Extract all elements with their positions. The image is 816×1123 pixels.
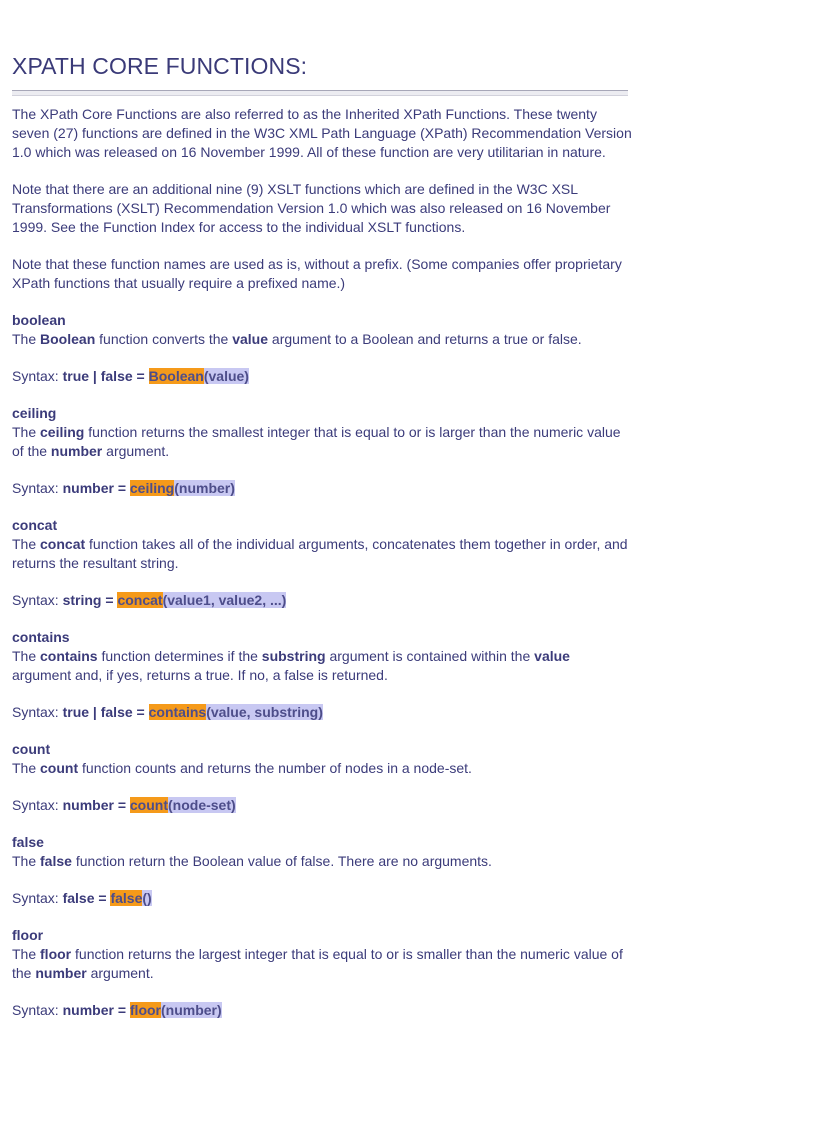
- description-text: function return the Boolean value of false. There are no arguments.: [71, 853, 492, 869]
- syntax-return: number =: [62, 1002, 126, 1018]
- syntax-return: false =: [62, 890, 107, 906]
- function-syntax: [12, 889, 632, 908]
- description-keyword: Boolean: [40, 331, 96, 347]
- function-name: ceiling: [12, 405, 57, 421]
- syntax-label: Syntax:: [12, 890, 59, 906]
- function-entry-false: [12, 833, 632, 908]
- description-text: argument.: [102, 443, 170, 459]
- syntax-label: Syntax:: [12, 480, 59, 496]
- syntax-arguments: (value): [203, 368, 249, 384]
- description-text: argument to a Boolean and returns a true or false.: [268, 331, 582, 347]
- description-text: The: [12, 424, 41, 440]
- syntax-label: Syntax:: [12, 368, 59, 384]
- syntax-function-name: false: [110, 890, 143, 906]
- function-entry-ceiling: [12, 404, 632, 498]
- function-name: boolean: [12, 312, 66, 328]
- function-description: [12, 852, 632, 871]
- syntax-return: string =: [62, 592, 114, 608]
- syntax-arguments: (number): [161, 1002, 222, 1018]
- intro-paragraph: Note that these function names are used as is, without a prefix. (Some companies offer proprietary XPath functions that usually require a prefixed name.): [12, 256, 622, 291]
- description-keyword: false: [40, 853, 72, 869]
- description-text: function counts and returns the number of nodes in a node-set.: [78, 760, 472, 776]
- description-text: function returns the smallest integer that is equal to or is larger than the numeric value of the: [12, 424, 621, 459]
- description-keyword: number: [35, 965, 87, 981]
- description-text: function determines if the: [97, 648, 262, 664]
- description-text: function takes all of the individual arguments, concatenates them together in order, and returns the resultant string.: [12, 536, 628, 571]
- syntax-function-name: count: [129, 797, 168, 813]
- function-name: count: [12, 741, 51, 757]
- description-text: argument.: [86, 965, 154, 981]
- function-description: [12, 945, 632, 983]
- syntax-label: Syntax:: [12, 1002, 59, 1018]
- syntax-label: Syntax:: [12, 704, 59, 720]
- syntax-label: Syntax:: [12, 797, 59, 813]
- description-text: The: [12, 946, 41, 962]
- function-name: concat: [12, 517, 58, 533]
- syntax-arguments: (value1, value2, ...): [162, 592, 287, 608]
- function-entry-floor: [12, 926, 632, 1020]
- description-keyword: concat: [40, 536, 86, 552]
- function-syntax: [12, 703, 632, 722]
- description-keyword: ceiling: [40, 424, 85, 440]
- description-text: The: [12, 331, 41, 347]
- description-text: The: [12, 853, 41, 869]
- syntax-arguments: (node-set): [168, 797, 236, 813]
- page-title: XPATH CORE FUNCTIONS:: [12, 53, 308, 79]
- description-keyword: substring: [261, 648, 326, 664]
- syntax-function-name: concat: [117, 592, 163, 608]
- syntax-arguments: (number): [174, 480, 235, 496]
- description-text: The: [12, 536, 41, 552]
- function-description: [12, 759, 632, 778]
- function-name: contains: [12, 629, 70, 645]
- function-syntax: [12, 1001, 632, 1020]
- function-syntax: [12, 479, 632, 498]
- horizontal-rule: [12, 90, 628, 96]
- function-description: [12, 647, 632, 685]
- function-entry-boolean: [12, 311, 632, 386]
- syntax-function-name: Boolean: [148, 368, 204, 384]
- description-keyword: value: [232, 331, 269, 347]
- syntax-label: Syntax:: [12, 592, 59, 608]
- description-text: The: [12, 760, 41, 776]
- function-syntax: [12, 591, 632, 610]
- syntax-return: number =: [62, 480, 126, 496]
- intro-paragraph: The XPath Core Functions are also referred to as the Inherited XPath Functions. These twenty seven (27) functions are defined in the W3C XML Path Language (XPath) Recommendation Version 1.0 which was released on 16 November 1999. All of these function are very utilitarian in nature.: [12, 106, 632, 160]
- function-entry-concat: [12, 516, 632, 610]
- description-text: function returns the largest integer that is equal to or is smaller than the numeric value of the: [12, 946, 623, 981]
- function-syntax: [12, 796, 632, 815]
- description-text: argument is contained within the: [325, 648, 535, 664]
- function-syntax: [12, 367, 632, 386]
- function-description: [12, 423, 632, 461]
- description-keyword: number: [50, 443, 103, 459]
- description-keyword: value: [534, 648, 570, 664]
- syntax-function-name: ceiling: [129, 480, 175, 496]
- function-name: floor: [12, 927, 44, 943]
- syntax-return: true | false =: [62, 368, 145, 384]
- syntax-function-name: contains: [148, 704, 207, 720]
- syntax-return: number =: [62, 797, 126, 813]
- description-keyword: count: [40, 760, 79, 776]
- syntax-return: true | false =: [62, 704, 145, 720]
- function-entry-contains: [12, 628, 632, 722]
- syntax-arguments: (): [142, 890, 152, 906]
- intro-paragraph: Note that there are an additional nine (9) XSLT functions which are defined in the W3C XSL Transformations (XSLT) Recommendation Version 1.0 which was also released on 16 November 1999. See the Function Index for access to the individual XSLT functions.: [12, 181, 611, 235]
- description-text: function converts the: [95, 331, 233, 347]
- syntax-function-name: floor: [129, 1002, 161, 1018]
- description-text: argument and, if yes, returns a true. If no, a false is returned.: [12, 667, 388, 683]
- function-description: [12, 330, 632, 349]
- description-keyword: contains: [40, 648, 98, 664]
- description-text: The: [12, 648, 41, 664]
- function-name: false: [12, 834, 44, 850]
- function-list: [12, 311, 632, 1020]
- description-keyword: floor: [40, 946, 72, 962]
- syntax-arguments: (value, substring): [206, 704, 323, 720]
- function-description: [12, 535, 632, 573]
- function-entry-count: [12, 740, 632, 815]
